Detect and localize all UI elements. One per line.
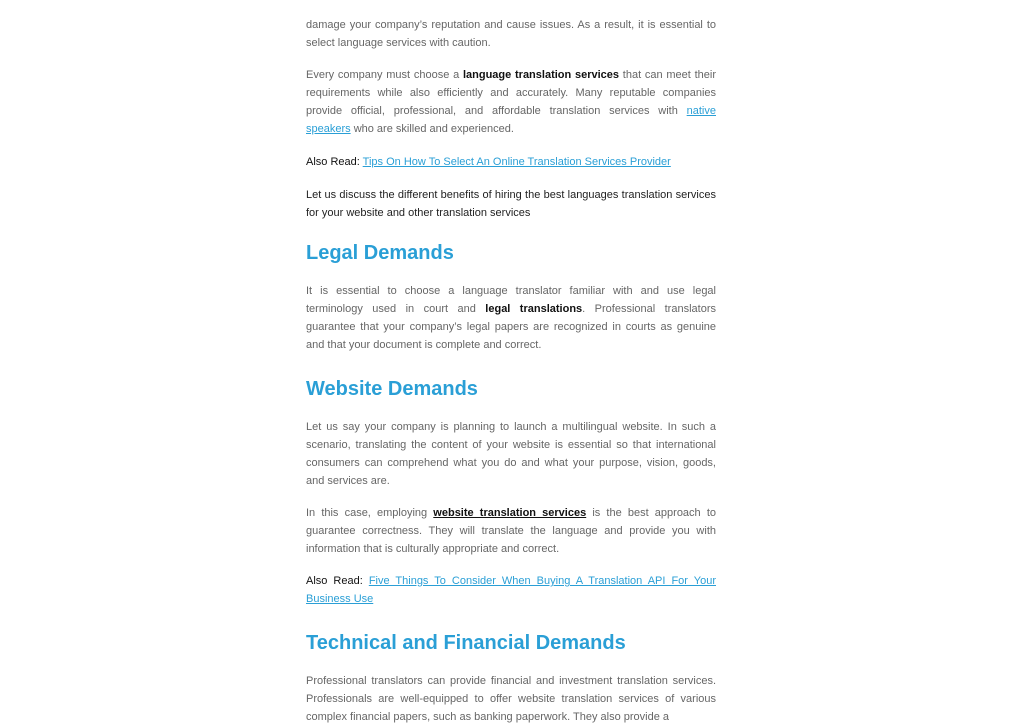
also-read-2 bbox=[306, 572, 716, 608]
article-body bbox=[306, 16, 716, 726]
also-read-label: Also Read: bbox=[306, 156, 360, 168]
also-read-label: Also Read: bbox=[306, 575, 363, 587]
also-read-1 bbox=[306, 153, 716, 171]
also-read-link-select-provider[interactable]: Tips On How To Select An Online Translation Services Provider bbox=[362, 156, 671, 168]
paragraph-website-2: In this case, employing website translation services is the best approach to guarantee correctness. They will translate the language and provide you with information that is culturally appropriate and correct. bbox=[306, 507, 716, 555]
bold-language-translation-services: language translation services bbox=[462, 69, 620, 81]
heading-technical-financial-demands: Technical and Financial Demands bbox=[306, 632, 626, 654]
native-speakers-link[interactable]: native speakers bbox=[306, 105, 716, 135]
also-read-link-translation-api[interactable]: Five Things To Consider When Buying A Translation API For Your Business Use bbox=[306, 575, 716, 605]
paragraph-website-1: Let us say your company is planning to launch a multilingual website. In such a scenario, translating the content of your website is essential so that international consumers can comprehend what you do and what your purpose, vision, goods, and services are. bbox=[306, 421, 716, 487]
website-translation-services-link[interactable]: website translation services bbox=[433, 507, 587, 519]
paragraph-reputation: damage your company’s reputation and cause issues. As a result, it is essential to select language services with caution. bbox=[306, 19, 716, 49]
paragraph-choose-services: Every company must choose a language translation services that can meet their requirements while also efficiently and accurately. Many reputable companies provide official, professional, and affordable translation services with native speakers who are skilled and experienced. bbox=[306, 69, 716, 135]
heading-website-demands: Website Demands bbox=[306, 378, 478, 400]
paragraph-legal: It is essential to choose a language translator familiar with and use legal terminology used in court and legal translations. Professional translators guarantee that your company’s legal papers are recognized in courts as genuine and that your document is complete and correct. bbox=[306, 285, 716, 351]
heading-legal-demands: Legal Demands bbox=[306, 242, 454, 264]
bold-legal-translations: legal translations bbox=[485, 303, 583, 315]
paragraph-technical: Professional translators can provide financial and investment translation services. Professionals are well-equipped to offer website translation services of various complex financial papers, such as banking paperwork. They also provide a bbox=[306, 675, 716, 723]
paragraph-discuss-benefits: Let us discuss the different benefits of hiring the best languages translation services for your website and other translation services bbox=[306, 189, 716, 219]
